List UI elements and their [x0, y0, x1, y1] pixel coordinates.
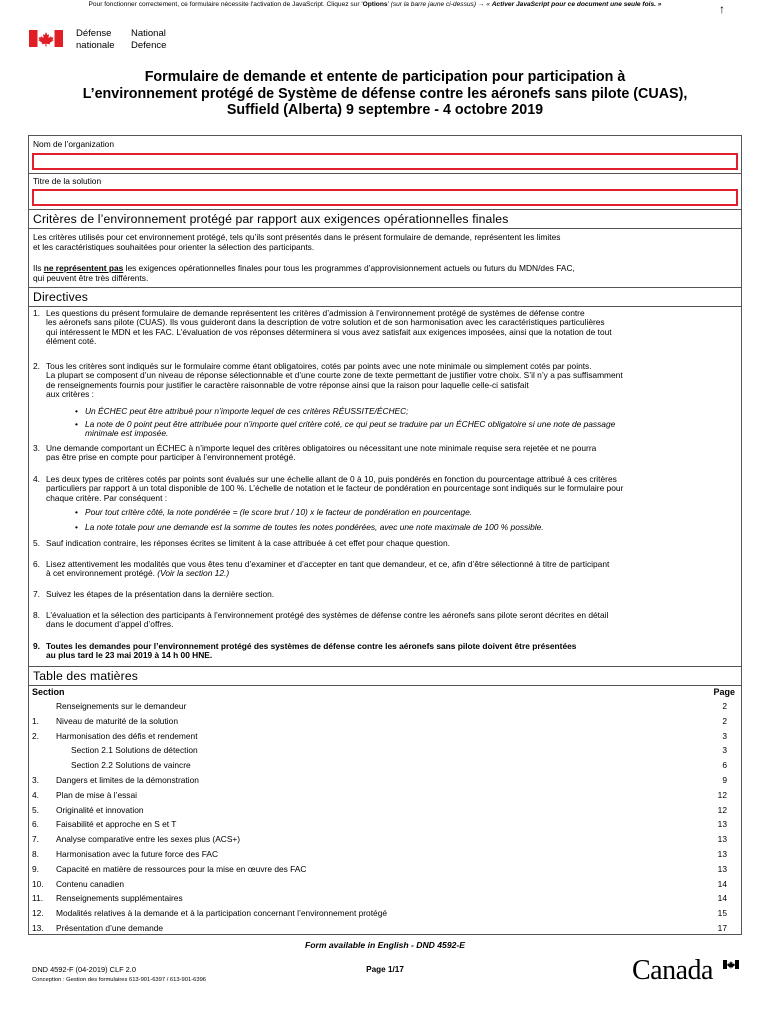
toc-row-title: Faisabilité et approche en S et T: [56, 819, 177, 830]
canada-flag-icon: [29, 30, 63, 47]
toc-row-title: Présentation d’une demande: [56, 923, 164, 933]
directive-4-bullet-2: • La note totale pour une demande est la somme de toutes les notes pondérées, avec une note maximale de 100 % possible.: [85, 523, 735, 532]
toc-row-title: Section 2.2 Solutions de vaincre: [71, 760, 191, 771]
toc-row: [29, 864, 741, 878]
toc-row-page: 13: [717, 849, 727, 859]
toc-row-number: 2.: [32, 730, 39, 741]
toc-row-title: Contenu canadien: [56, 878, 124, 889]
directive-8: 8. L’évaluation et la sélection des participants à l’environnement protégé des systèmes de défense contre les aéronefs sans pilote seront décrites en détail dans le document d’appel d’offres.: [33, 610, 609, 630]
toc-row: [29, 819, 741, 833]
toc-row-title: Dangers et limites de la démonstration: [56, 775, 199, 785]
toc-row-title: Niveau de maturité de la solution: [56, 715, 178, 726]
toc-row-number: 3.: [32, 775, 39, 785]
toc-row-number: 4.: [32, 789, 39, 800]
directive-3: 3. Une demande comportant un ÉCHEC à n’importe lequel des critères obligatoires ou nécessitant une note minimale requise sera rejetée et ne pourra pas être prise en compte pour participer à l’environnement protégé.: [33, 443, 597, 463]
toc-row-title: Plan de mise à l’essai: [56, 789, 137, 800]
toc-row-title: Originalité et innovation: [56, 804, 144, 815]
divider: [29, 228, 741, 229]
toc-row-title: Analyse comparative entre les sexes plus (ACS+): [56, 834, 241, 845]
toc-row: [29, 745, 741, 759]
directive-4-bullet-1: • Pour tout critère côté, la note pondérée = (le score brut / 10) x le facteur de pondération en pourcentage.: [85, 508, 735, 517]
toc-row-number: 7.: [32, 834, 39, 845]
toc-row-number: 6.: [32, 819, 39, 830]
toc-row: [29, 923, 741, 937]
form-title: Formulaire de demande et entente de participation pour participation à L’environnement protégé de Système de défense contre les aéronefs sans pilote (CUAS), Suffield (Alberta) 9 septembre - 4 octobre 2019: [82, 69, 688, 118]
toc-row: [29, 834, 741, 848]
toc-row: [29, 790, 741, 804]
english-availability-note: Form available in English - DND 4592-E: [305, 940, 465, 950]
javascript-notice: Pour fonctionner correctement, ce formulaire nécessite l'activation de JavaScript. Cliquez sur 'Options' (sur la barre jaune ci-dessus) → « Activer JavaScript pour ce document une seule fois. »: [88, 1, 662, 8]
divider: [29, 287, 741, 288]
toc-row-title: Renseignements sur le demandeur: [56, 701, 187, 711]
directive-7: 7. Suivez les étapes de la présentation dans la dernière section.: [33, 589, 275, 599]
toc-row-page: 2: [722, 701, 727, 711]
toc-row-page: 2: [722, 715, 727, 726]
directive-4: 4. Les deux types de critères cotés par points sont évalués sur une échelle allant de 0 à 10, puis pondérés en fonction du pourcentage attribué à ces critères particuliers par rapport à un total disponible de 100 %. L’échelle de notation et le facteur de pondération en pourcentage sont indiqués sur le formulaire pour chaque critère. Par conséquent :: [33, 474, 624, 503]
toc-row: [29, 701, 741, 715]
toc-row: [29, 893, 741, 907]
directives-heading: Directives: [33, 290, 88, 304]
directive-9: 9. Toutes les demandes pour l’environnement protégé des systèmes de défense contre les aéronefs sans pilote doivent être présentées au plus tard le 23 mai 2019 à 14 h 00 HNE.: [33, 641, 577, 661]
toc-row-page: 3: [722, 730, 727, 741]
toc-row-number: 5.: [32, 804, 39, 815]
toc-row-page: 12: [717, 804, 727, 815]
solution-title-label: Titre de la solution: [33, 176, 102, 186]
directive-2: 2. Tous les critères sont indiqués sur le formulaire comme étant obligatoires, cotés par points avec une note minimale ou simplement cotés par points. La plupart se composent d’un niveau de réponse sélectionnable et d’une courte zone de texte permettant de justifier votre choix. S’il n’y a pas suffisamment de renseignements fournis pour justifier le caractère raisonnable de votre réponse ainsi que la raison pour laquelle celle-ci satisfait aux critères :: [33, 361, 623, 400]
directive-2-bullet-2: • La note de 0 point peut être attribuée pour n’importe quel critère coté, ce qui peut se traduire par un ÉCHEC obligatoire si une note de passage minimale est imposée.: [85, 420, 735, 439]
toc-row-page: 3: [722, 745, 727, 756]
arrow-up-icon: ↑: [719, 2, 725, 16]
directive-6: 6. Lisez attentivement les modalités que vous êtes tenu d’examiner et d’accepter en tant que demandeur, et ce, afin d’être sélectionné à titre de participant à cet environnement protégé. (Voir la section 12.): [33, 559, 610, 579]
toc-row: [29, 731, 741, 745]
toc-row-number: 1.: [32, 715, 39, 726]
toc-row-number: 11.: [32, 893, 44, 904]
canada-wordmark-flag-icon: [723, 960, 739, 969]
toc-row-page: 13: [717, 863, 727, 874]
toc-row-title: Modalités relatives à la demande et à la participation concernant l’environnement protégé: [56, 908, 388, 919]
toc-row-page: 12: [717, 789, 727, 800]
criteria-heading: Critères de l’environnement protégé par rapport aux exigences opérationnelles finales: [33, 212, 509, 226]
toc-row: [29, 879, 741, 893]
toc-row-page: 15: [717, 908, 727, 919]
criteria-paragraph-2: Ils ne représentent pas les exigences opérationnelles finales pour tous les programmes d’approvisionnement actuels ou futurs du MDN/des FAC, qui peuvent être très différents.: [33, 263, 575, 283]
toc-row-number: 12.: [32, 908, 44, 919]
divider: [29, 306, 741, 307]
divider: [29, 685, 741, 686]
organization-name-label: Nom de l’organization: [33, 139, 115, 149]
toc-row-number: 9.: [32, 863, 39, 874]
divider: [29, 666, 741, 667]
toc-row: [29, 716, 741, 730]
directive-5: 5. Sauf indication contraire, les réponses écrites se limitent à la case attribuée à cet effet pour chaque question.: [33, 538, 450, 548]
toc-section-column-header: Section: [32, 687, 65, 697]
department-name-english: National Defence: [131, 28, 167, 51]
toc-row-number: 13.: [32, 923, 44, 933]
form-number: DND 4592-F (04-2019) CLF 2.0: [32, 965, 136, 974]
directive-1: 1. Les questions du présent formulaire de demande représentent les critères d’admission à l’environnement protégé de systèmes de défense contre les aéronefs sans pilote (CUAS). Ils vous guideront dans la description de votre solution et de son harmonisation avec les caractéristiques particulières qui intéressent le MDN et les FAC. L’évaluation de vos réponses déterminera si vous avez satisfait aux exigences imposées, ainsi que la notation de tout élément coté.: [33, 308, 612, 347]
directive-2-bullet-1: • Un ÉCHEC peut être attribué pour n’importe lequel de ces critères RÉUSSITE/ÉCHEC;: [85, 407, 735, 416]
toc-row-title: Capacité en matière de ressources pour la mise en œuvre des FAC: [56, 863, 307, 874]
toc-row-title: Renseignements supplémentaires: [56, 893, 183, 904]
toc-row: [29, 760, 741, 774]
toc-row: [29, 775, 741, 789]
toc-row-page: 13: [717, 834, 727, 845]
form-container: [28, 135, 742, 935]
canada-wordmark: Canada: [632, 955, 713, 986]
page-number: Page 1/17: [366, 965, 404, 974]
toc-row: [29, 849, 741, 863]
toc-row-page: 14: [717, 893, 727, 904]
toc-row-page: 14: [717, 878, 727, 889]
toc-row-number: 8.: [32, 849, 39, 859]
toc-row-title: Harmonisation des défis et rendement: [56, 730, 198, 741]
solution-title-input[interactable]: [32, 189, 738, 206]
toc-row-page: 17: [717, 923, 727, 933]
organization-name-input[interactable]: [32, 153, 738, 170]
toc-row-title: Section 2.1 Solutions de détection: [71, 745, 198, 756]
toc-page-column-header: Page: [713, 687, 735, 697]
department-name-french: Défense nationale: [76, 28, 115, 51]
toc-row-number: 10.: [32, 878, 44, 889]
divider: [29, 173, 741, 174]
toc-row: [29, 805, 741, 819]
toc-row: [29, 908, 741, 922]
toc-row-page: 13: [717, 819, 727, 830]
criteria-paragraph-1: Les critères utilisés pour cet environnement protégé, tels qu’ils sont présentés dans le présent formulaire de demande, représentent les limites et les caractéristiques souhaitées pour orienter la sélection des participants.: [33, 232, 561, 252]
divider: [29, 209, 741, 210]
toc-heading: Table des matières: [33, 669, 138, 683]
toc-row-title: Harmonisation avec la future force des FAC: [56, 849, 218, 859]
toc-row-page: 9: [722, 775, 727, 785]
form-conception-note: Conception : Gestion des formulaires 613-901-6397 / 613-901-6396: [32, 977, 207, 983]
toc-row-page: 6: [722, 760, 727, 771]
